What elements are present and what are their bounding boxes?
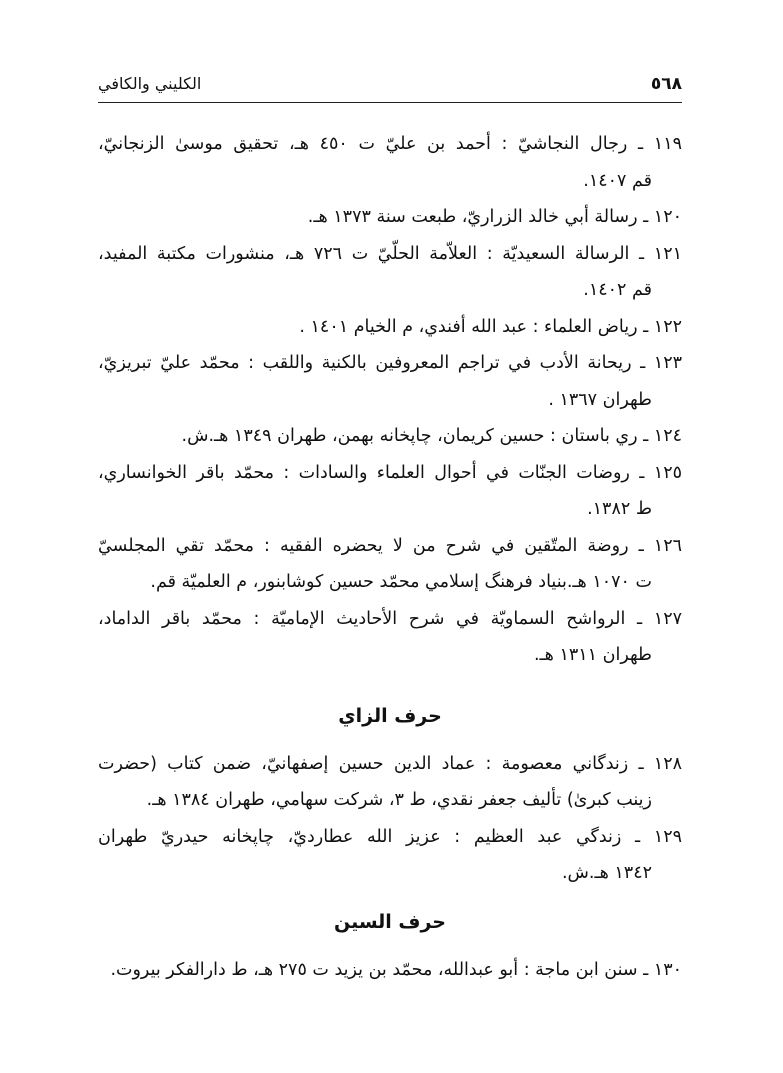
bibliography-entry-122 bbox=[98, 309, 682, 346]
bibliography-entry-129 bbox=[98, 819, 682, 892]
entry-text: ١٢٠ ـ رسالة أبي خالد الزراريّ، طبعت سنة ١٣٧٣ هـ. bbox=[307, 207, 682, 227]
entry-continuation: قم ١٤٠٧. bbox=[583, 170, 652, 191]
entry-text: ١٢٥ ـ روضات الجنّات في أحوال العلماء والسادات : محمّد باقر الخوانساري، bbox=[98, 462, 682, 483]
page-number: ٥٦٨ bbox=[650, 74, 682, 94]
entry-continuation: ١٣٤٢ هـ.ش. bbox=[561, 863, 652, 883]
bibliography-entry-119 bbox=[98, 126, 682, 199]
bibliography-entry-128 bbox=[98, 746, 682, 819]
entry-text: ١٢٧ ـ الرواشح السماويّة في شرح الأحاديث الإماميّة : محمّد باقر الداماد، bbox=[98, 608, 682, 629]
entry-text: ١٢٢ ـ رياض العلماء : عبد الله أفندي، م الخيام ١٤٠١ . bbox=[299, 316, 682, 337]
bibliography-entry-121 bbox=[98, 236, 682, 309]
running-title: الكليني والكافي bbox=[98, 74, 202, 93]
bibliography-entry-123 bbox=[98, 345, 682, 418]
entry-text: ١٣٠ ـ سنن ابن ماجة : أبو عبدالله، محمّد بن يزيد ت ٢٧٥ هـ، ط دارالفكر بيروت. bbox=[110, 959, 682, 980]
entry-text: ١٢١ ـ الرسالة السعيديّة : العلاّمة الحلّيّ ت ٧٢٦ هـ، منشورات مكتبة المفيد، bbox=[98, 243, 682, 264]
bibliography-entry-127 bbox=[98, 601, 682, 674]
entry-continuation: زينب كبرىٰ) تأليف جعفر نقدي، ط ٣، شركت سهامي، طهران ١٣٨٤ هـ. bbox=[146, 790, 652, 810]
entry-continuation: ت ١٠٧٠ هـ.بنياد فرهنگ إسلامي محمّد حسين كوشابنور، م العلميّة قم. bbox=[150, 572, 652, 592]
entry-text: ١١٩ ـ رجال النجاشيّ : أحمد بن عليّ ت ٤٥٠ هـ، تحقيق موسىٰ الزنجانيّ، bbox=[98, 134, 682, 154]
section-heading-zay: حرف الزاي bbox=[338, 704, 442, 727]
entry-continuation: طهران ١٣١١ هـ. bbox=[533, 645, 652, 665]
entry-continuation: قم ١٤٠٢. bbox=[583, 280, 652, 300]
page-header bbox=[98, 68, 682, 103]
section-heading-seen: حرف السين bbox=[333, 910, 447, 933]
entry-continuation: ط ١٣٨٢. bbox=[587, 499, 652, 519]
bibliography-entry-120 bbox=[98, 199, 682, 236]
entry-text: ١٢٣ ـ ريحانة الأدب في تراجم المعروفين بالكنية واللقب : محمّد عليّ تبريزيّ، bbox=[98, 353, 682, 373]
entry-text: ١٢٦ ـ روضة المتّقين في شرح من لا يحضره الفقيه : محمّد تقي المجلسيّ bbox=[98, 535, 682, 556]
bibliography-list bbox=[98, 126, 682, 988]
bibliography-entry-124 bbox=[98, 418, 682, 455]
bibliography-entry-126 bbox=[98, 528, 682, 601]
bibliography-entry-130 bbox=[98, 952, 682, 989]
entry-text: ١٢٩ ـ زندگي عبد العظيم : عزيز الله عطارديّ، چاپخانه حيدريّ طهران bbox=[98, 826, 682, 847]
entry-text: ١٢٨ ـ زندگاني معصومة : عماد الدين حسين إصفهانيّ، ضمن كتاب (حضرت bbox=[98, 753, 682, 774]
bibliography-entry-125 bbox=[98, 455, 682, 528]
entry-text: ١٢٤ ـ ري باستان : حسين كريمان، چاپخانه بهمن، طهران ١٣٤٩ هـ.ش. bbox=[181, 426, 682, 446]
entry-continuation: طهران ١٣٦٧ . bbox=[548, 389, 652, 410]
